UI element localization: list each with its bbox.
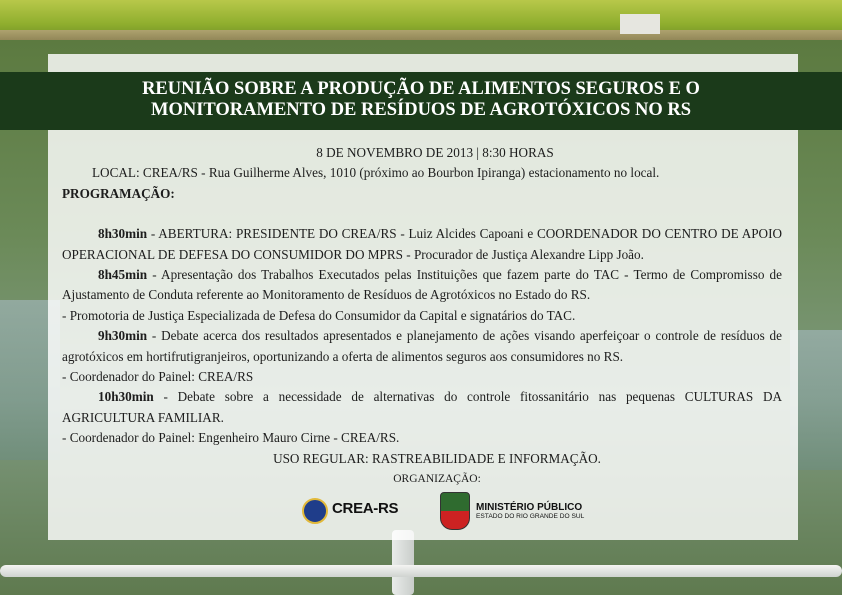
crea-seal-icon <box>302 498 328 524</box>
program-item <box>62 387 782 428</box>
program-note: - Promotoria de Justiça Especializada de Defesa do Consumidor da Capital e signatários do TAC. <box>62 307 576 323</box>
shed <box>620 14 660 34</box>
uso-regular: USO REGULAR: RASTREABILIDADE E INFORMAÇÃO. <box>273 450 601 466</box>
program-item <box>62 326 782 367</box>
program-text: - Apresentação dos Trabalhos Executados pelas Instituições que fazem parte do TAC - Termo de Compromisso de Ajustamento de Conduta referente ao Monitoramento de Resíduos de Agrotóxicos no Estado do RS. <box>62 267 782 303</box>
program-text: - ABERTURA: PRESIDENTE DO CREA/RS - Luiz Alcides Capoani e COORDENADOR DO CENTRO DE APOIO OPERACIONAL DE DEFESA DO CONSUMIDOR DO MPRS - Procurador de Justiça Alexandre Lipp João. <box>62 226 782 262</box>
program-item <box>62 265 782 306</box>
event-location: LOCAL: CREA/RS - Rua Guilherme Alves, 1010 (próximo ao Bourbon Ipiranga) estacionamento no local. <box>92 165 660 181</box>
program-content <box>62 143 782 489</box>
mp-logo <box>440 492 584 530</box>
program-item <box>62 224 782 265</box>
title-line-1: REUNIÃO SOBRE A PRODUÇÃO DE ALIMENTOS SEGUROS E O <box>142 79 700 99</box>
program-time: 8h30min <box>98 226 148 242</box>
irrigation-pipe <box>0 565 842 577</box>
event-date: 8 DE NOVEMBRO DE 2013 | 8:30 HORAS <box>316 145 554 160</box>
crea-logo <box>302 498 398 524</box>
title-banner <box>0 72 842 130</box>
title-line-2: MONITORAMENTO DE RESÍDUOS DE AGROTÓXICOS NO RS <box>150 100 692 120</box>
organizacao-label: ORGANIZAÇÃO: <box>393 473 481 486</box>
crea-name: CREA-RS <box>332 499 399 517</box>
program-time: 10h30min <box>98 389 154 405</box>
rs-coat-of-arms-icon <box>440 492 470 530</box>
program-text: - Debate sobre a necessidade de alternativas do controle fitossanitário nas pequenas CULTURAS DA AGRICULTURA FAMILIAR. <box>62 389 782 425</box>
program-time: 9h30min <box>98 328 148 344</box>
program-text: - Debate acerca dos resultados apresentados e planejamento de ações visando aperfeiçoar o controle de resíduos de agrotóxicos em hortifrutigranjeiros, oportunizando a oferta de alimentos seguros aos consumidores no RS. <box>62 328 782 364</box>
program-note: - Coordenador do Painel: CREA/RS <box>62 369 254 385</box>
mp-subtitle: ESTADO DO RIO GRANDE DO SUL <box>476 512 585 520</box>
program-note: - Coordenador do Painel: Engenheiro Mauro Cirne - CREA/RS. <box>62 430 400 446</box>
mp-name: MINISTÉRIO PÚBLICO <box>476 501 583 513</box>
program-heading: PROGRAMAÇÃO: <box>62 185 175 201</box>
program-time: 8h45min <box>98 267 148 283</box>
organizer-logos <box>302 490 602 534</box>
